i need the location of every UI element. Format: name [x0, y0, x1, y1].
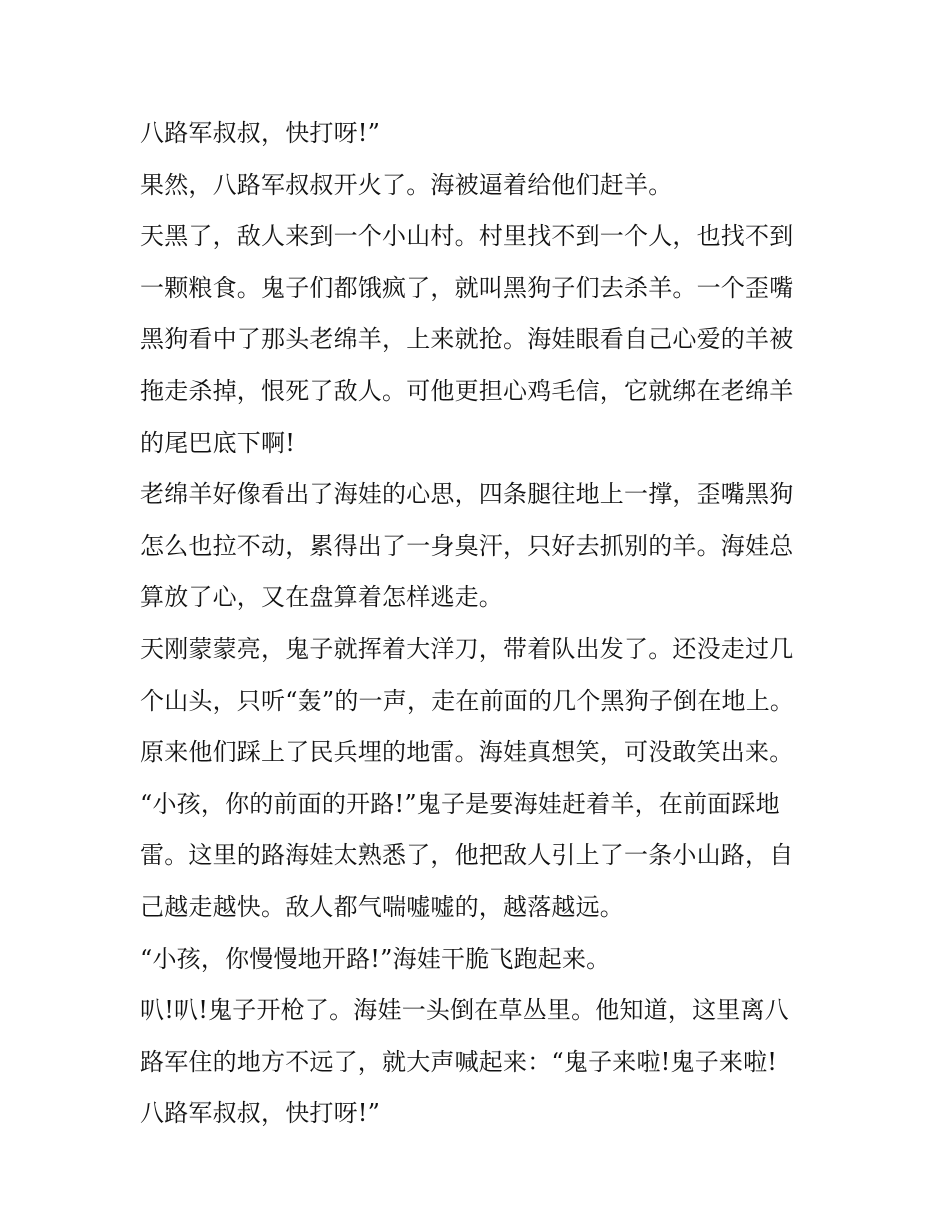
text-line-3: 天黑了，敌人来到一个小山村。村里找不到一个人，也找不到 — [140, 222, 794, 251]
text-line-6: 拖走杀掉，恨死了敌人。可他更担心鸡毛信，它就绑在老绵羊 — [140, 376, 794, 405]
text-line-13: 原来他们踩上了民兵埋的地雷。海娃真想笑，可没敢笑出来。 — [140, 738, 794, 767]
text-line-15: 雷。这里的路海娃太熟悉了，他把敌人引上了一条小山路，自 — [140, 841, 794, 870]
text-line-5: 黑狗看中了那头老绵羊，上来就抢。海娃眼看自己心爱的羊被 — [140, 325, 794, 354]
text-line-16: 己越走越快。敌人都气喘嘘嘘的，越落越远。 — [140, 892, 624, 921]
text-line-14: “小孩，你的前面的开路!”鬼子是要海娃赶着羊，在前面踩地 — [140, 789, 780, 818]
text-line-10: 算放了心，又在盘算着怎样逃走。 — [140, 583, 503, 612]
text-line-18: 叭!叭!鬼子开枪了。海娃一头倒在草丛里。他知道，这里离八 — [140, 996, 789, 1025]
text-line-7: 的尾巴底下啊! — [140, 428, 296, 457]
text-line-8: 老绵羊好像看出了海娃的心思，四条腿往地上一撑，歪嘴黑狗 — [140, 480, 794, 509]
text-line-12: 个山头，只听“轰”的一声，走在前面的几个黑狗子倒在地上。 — [140, 686, 795, 715]
text-line-17: “小孩，你慢慢地开路!”海娃干脆飞跑起来。 — [140, 944, 611, 973]
text-line-2: 果然，八路军叔叔开火了。海被逼着给他们赶羊。 — [140, 170, 673, 199]
text-line-1: 八路军叔叔，快打呀!” — [140, 119, 381, 147]
text-line-11: 天刚蒙蒙亮，鬼子就挥着大洋刀，带着队出发了。还没走过几 — [140, 634, 794, 663]
text-line-19: 路军住的地方不远了，就大声喊起来：“鬼子来啦!鬼子来啦! — [140, 1047, 778, 1076]
text-line-9: 怎么也拉不动，累得出了一身臭汗，只好去抓别的羊。海娃总 — [140, 531, 794, 560]
story-text — [140, 108, 830, 1140]
text-line-4: 一颗粮食。鬼子们都饿疯了，就叫黑狗子们去杀羊。一个歪嘴 — [140, 273, 794, 302]
text-line-20: 八路军叔叔，快打呀!” — [140, 1099, 381, 1128]
